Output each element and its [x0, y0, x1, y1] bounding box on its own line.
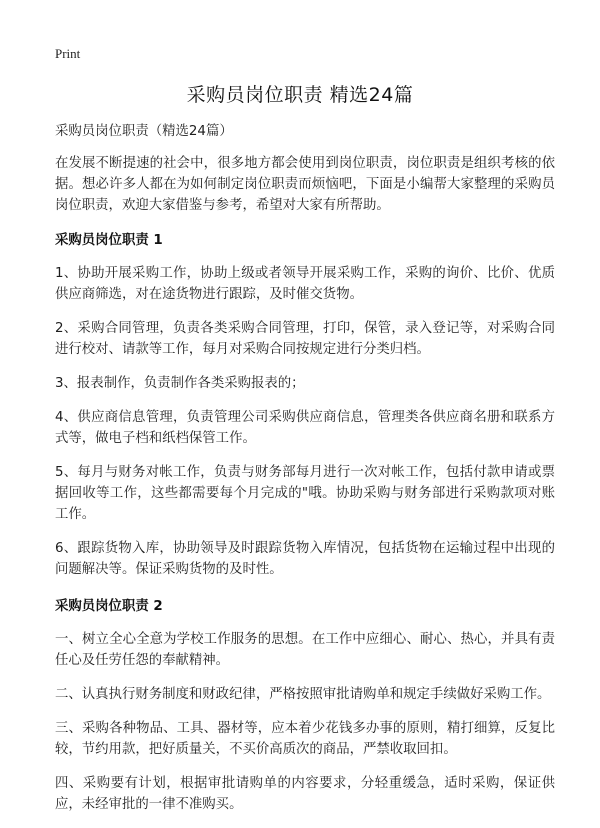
- document-body: [55, 121, 555, 828]
- subtitle: 采购员岗位职责（精选24篇）: [55, 124, 233, 139]
- list-item: 1、协助开展采购工作，协助上级或者领导开展采购工作，采购的询价、比价、优质供应商筛选，对在途货物进行跟踪，及时催交货物。: [55, 266, 555, 302]
- list-item: 2、采购合同管理，负责各类采购合同管理，打印，保管，录入登记等，对采购合同进行校对、请款等工作，每月对采购合同按规定进行分类归档。: [55, 321, 555, 357]
- page-title: 采购员岗位职责 精选24篇: [186, 84, 414, 106]
- list-item: 一、树立全心全意为学校工作服务的思想。在工作中应细心、耐心、热心，并具有责任心及任劳任怨的奉献精神。: [55, 632, 555, 668]
- list-item: 6、跟踪货物入库，协助领导及时跟踪货物入库情况，包括货物在运输过程中出现的问题解决等。保证采购货物的及时性。: [55, 541, 555, 577]
- section-heading-2: 采购员岗位职责 2: [55, 599, 163, 614]
- section-heading-1: 采购员岗位职责 1: [55, 233, 163, 248]
- list-item: 二、认真执行财务制度和财政纪律，严格按照审批请购单和规定手续做好采购工作。: [55, 687, 551, 702]
- list-item: 三、采购各种物品、工具、器材等，应本着少花钱多办事的原则，精打细算，反复比较，节约用款，把好质量关，不买价高质次的商品，严禁收取回扣。: [55, 721, 555, 757]
- intro-paragraph: 在发展不断提速的社会中，很多地方都会使用到岗位职责，岗位职责是组织考核的依据。想必许多人都在为如何制定岗位职责而烦恼吧，下面是小编帮大家整理的采购员岗位职责，欢迎大家借鉴与参考，希望对大家有所帮助。: [55, 156, 555, 213]
- list-item: 4、供应商信息管理，负责管理公司采购供应商信息，管理类各供应商名册和联系方式等，做电子档和纸档保管工作。: [55, 410, 555, 446]
- list-item: 四、采购要有计划，根据审批请购单的内容要求，分轻重缓急，适时采购，保证供应，未经审批的一律不准购买。: [55, 776, 555, 812]
- print-label: Print: [55, 46, 81, 61]
- list-item: 5、每月与财务对帐工作，负责与财务部每月进行一次对帐工作，包括付款申请或票据回收等工作，这些都需要每个月完成的"哦。协助采购与财务部进行采购款项对账工作。: [55, 465, 555, 522]
- list-item: 3、报表制作，负责制作各类采购报表的；: [55, 376, 305, 391]
